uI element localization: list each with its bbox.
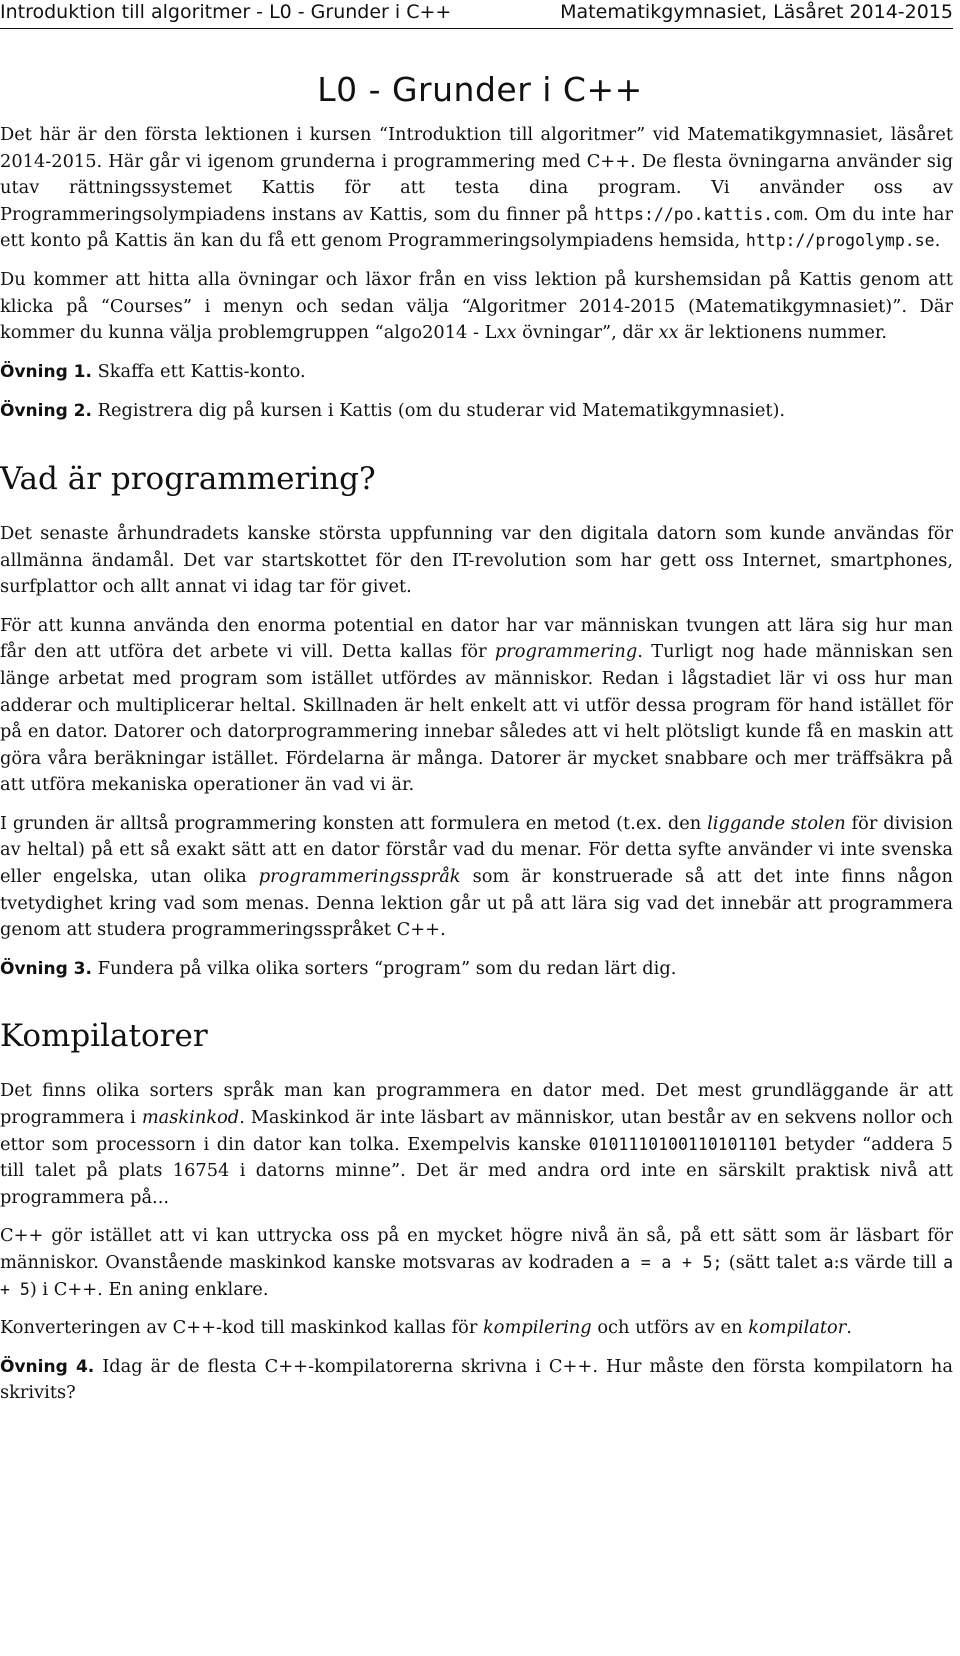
programming-paragraph-3: I grunden är alltså programmering konsten att formulera en metod (t.ex. den liggande stolen för division av heltal) på ett så exakt sätt att en dator förstår vad du menar. För detta syfte använder vi inte svenska eller engelska, utan olika programmeringsspråk som är konstruerade så att det inte finns någon tvetydighet kring vad som menas. Denna lektion går ut på att lära sig vad det innebär att programmera genom att studera programmeringsspråket C++. <box>0 812 953 941</box>
exercise-label: Övning 4. <box>0 1356 95 1377</box>
header-school-year: Matematikgymnasiet, Läsåret 2014-2015 <box>560 1 953 23</box>
compilers-paragraph-1: Det finns olika sorters språk man kan programmera en dator med. Det mest grundläggande är att programmera i maskinkod. Maskinkod är inte läsbart av människor, utan består av en sekvens nollor och ettor som processorn i din dator kan tolka. Exempelvis kanske 0101110100110101101 betyder “addera 5 till talet på plats 16754 i datorns minne”. Det är med andra ord inte en särskilt praktisk nivå att programmera på... <box>0 1080 953 1208</box>
header-course-title: Introduktion till algoritmer - L0 - Grunder i C++ <box>0 1 452 23</box>
kattis-url[interactable]: https://po.kattis.com <box>594 204 803 224</box>
section-heading-programming: Vad är programmering? <box>0 460 376 497</box>
code-snippet: a + 5 <box>0 1253 953 1299</box>
code-snippet: a <box>823 1253 834 1272</box>
exercise-label: Övning 3. <box>0 958 92 979</box>
exercise-1: Övning 1. Skaffa ett Kattis-konto. <box>0 360 306 382</box>
lesson-title: L0 - Grunder i C++ <box>317 70 643 109</box>
compilers-paragraph-3: Konverteringen av C++-kod till maskinkod kallas för kompilering och utförs av en kompilator. <box>0 1317 852 1339</box>
section-heading-compilers: Kompilatorer <box>0 1018 208 1055</box>
exercise-label: Övning 2. <box>0 401 92 422</box>
intro-paragraph-2: Du kommer att hitta alla övningar och läxor från en viss lektion på kurshemsidan på Kattis genom att klicka på “Courses” i menyn och sedan välja “Algoritmer 2014-2015 (Matematikgymnasiet)”. Där kommer du kunna välja problemgruppen “algo2014 - Lxx övningar”, där xx är lektionens nummer. <box>0 268 953 344</box>
machine-code-example: 0101110100110101101 <box>588 1134 778 1154</box>
programming-paragraph-1: Det senaste århundradets kanske största uppfunning var den digitala datorn som kunde användas för allmänna ändamål. Det var startskottet för den IT-revolution som har gett oss Internet, smartphones, surfplattor och allt annat vi idag tar för givet. <box>0 522 953 598</box>
progolymp-url[interactable]: http://progolymp.se <box>745 231 935 251</box>
running-header <box>0 0 953 29</box>
programming-paragraph-2: För att kunna använda den enorma potential en dator har var människan tvungen att lära sig hur man får den att utföra det arbete vi vill. Detta kallas för programmering. Turligt nog hade människan sen länge arbetat med program som istället utfördes av människor. Redan i lågstadiet lär vi oss hur man adderar och multiplicerar heltal. Skillnaden är helt enkelt att vi utför dessa program för hand istället för på en dator. Datorer och datorprogrammering innebar således att vi helt plötsligt kunde få en maskin att göra våra beräkningar istället. Fördelarna är många. Datorer är mycket snabbare och mer träffsäkra på att utföra mekaniska operationer än vad vi är. <box>0 614 953 796</box>
exercise-2: Övning 2. Registrera dig på kursen i Kattis (om du studerar vid Matematikgymnasiet). <box>0 400 786 422</box>
exercise-label: Övning 1. <box>0 361 92 382</box>
compilers-paragraph-2: C++ gör istället att vi kan uttrycka oss på en mycket högre nivå än så, på ett sätt som är läsbart för människor. Ovanstående maskinkod kanske motsvaras av kodraden a = a + 5; (sätt talet a:s värde till a + 5) i C++. En aning enklare. <box>0 1225 953 1300</box>
document-body <box>0 122 953 1420</box>
exercise-4: Övning 4. Idag är de flesta C++-kompilatorerna skrivna i C++. Hur måste den första kompilatorn ha skrivits? <box>0 1355 953 1404</box>
exercise-3: Övning 3. Fundera på vilka olika sorters “program” som du redan lärt dig. <box>0 957 677 979</box>
intro-paragraph-1: Det här är den första lektionen i kursen “Introduktion till algoritmer” vid Matematikgymnasiet, läsåret 2014-2015. Här går vi igenom grunderna i programmering med C++. De flesta övningarna använder sig utav rättningssystemet Kattis för att testa dina program. Vi använder oss av Programmeringsolympiadens instans av Kattis, som du finner på https://po.kattis.com. Om du inte har ett konto på Kattis än kan du få ett genom Programmeringsolympiadens hemsida, http://progolymp.se. <box>0 124 953 252</box>
code-snippet: a = a + 5; <box>620 1253 723 1272</box>
